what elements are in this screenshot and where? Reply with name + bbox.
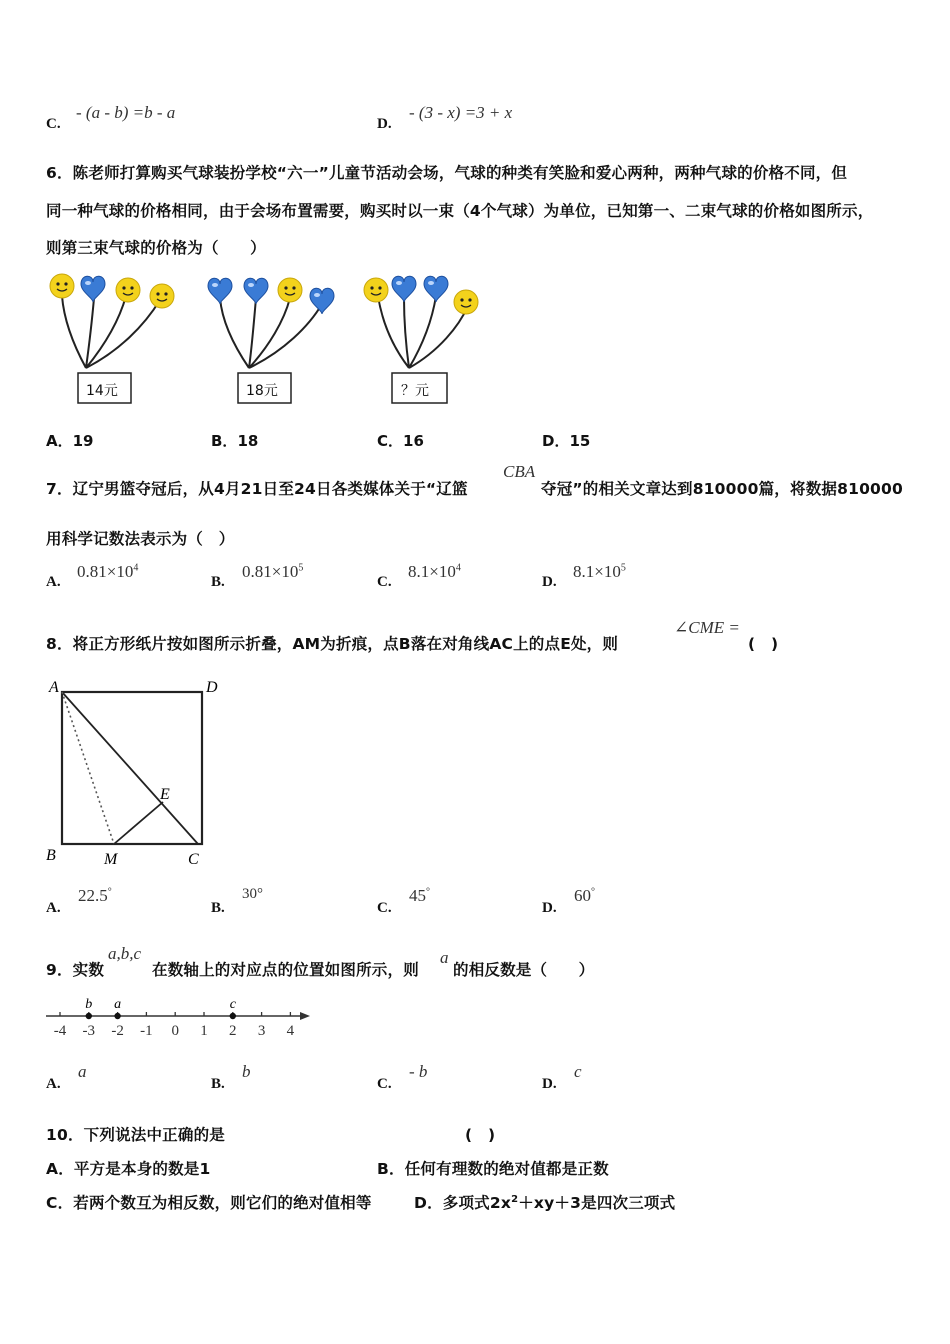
point-label-a: a <box>114 997 122 1012</box>
tick-label: 0 <box>171 1023 179 1039</box>
q7-option-a-label: A. <box>46 574 61 590</box>
q9-stem-post: 的相反数是（ ） <box>453 961 595 979</box>
q9-number-line <box>40 994 320 1042</box>
q8-option-a-value: 22.5° <box>78 886 112 905</box>
q6-stem-line2: 同一种气球的价格相同，由于会场布置需要，购买时以一束（4个气球）为单位，已知第一、二束气球的价格如图所示， <box>46 202 874 220</box>
q8-option-d-label: D. <box>542 900 557 916</box>
label-A: A <box>49 679 59 696</box>
q7-option-c-label: C. <box>377 574 392 590</box>
q10-stem: 10．下列说法中正确的是 <box>46 1126 225 1144</box>
q9-option-d-label: D. <box>542 1076 557 1092</box>
q7-stem-line2: 用科学记数法表示为（ ） <box>46 530 235 548</box>
q6-stem-line1: 6．陈老师打算购买气球装扮学校“六一”儿童节活动会场，气球的种类有笑脸和爱心两种，两种气球的价格不同，但 <box>46 164 848 182</box>
point-label-b: b <box>85 997 93 1012</box>
q8-option-c-label: C. <box>377 900 392 916</box>
point-c <box>230 1013 236 1019</box>
tick-label: -1 <box>140 1023 153 1039</box>
q9-vars: a,b,c <box>108 944 142 963</box>
q10-option-b: B．任何有理数的绝对值都是正数 <box>377 1160 609 1178</box>
q7-option-d-label: D. <box>542 574 557 590</box>
q7-option-b-value: $0.81\times 10^5$ <box>242 562 304 581</box>
tick-label: -2 <box>111 1023 124 1039</box>
q6-option-d: D．15 <box>542 432 591 450</box>
q9-stem-mid: 在数轴上的对应点的位置如图所示，则 <box>152 961 419 979</box>
q6-option-b: B．18 <box>211 432 259 450</box>
q8-option-c-value: 45° <box>409 886 430 905</box>
q9-option-a-label: A. <box>46 1076 61 1092</box>
label-D: D <box>206 679 218 696</box>
q8-option-b-label: B. <box>211 900 225 916</box>
point-label-c: c <box>229 997 236 1012</box>
q9-var-a: a <box>440 948 449 967</box>
q9-option-b-label: B. <box>211 1076 225 1092</box>
q9-stem-pre: 9．实数 <box>46 961 105 979</box>
q8-option-d-value: 60° <box>574 886 595 905</box>
q10-option-c: C．若两个数互为相反数，则它们的绝对值相等 <box>46 1194 372 1212</box>
q6-stem-line3: 则第三束气球的价格为（ ） <box>46 239 266 257</box>
q9-option-c-value: - b <box>409 1062 428 1081</box>
q9-option-c-label: C. <box>377 1076 392 1092</box>
q8-square-figure <box>40 672 230 872</box>
bundle-1-price: 14元 <box>86 383 118 399</box>
tick-label: 2 <box>229 1023 237 1039</box>
tick-label: 3 <box>257 1023 266 1039</box>
q7-cba-math: CBA <box>503 462 536 481</box>
q7-stem-line1a: 7．辽宁男篮夺冠后，从4月21日至24日各类媒体关于“辽篮 <box>46 480 468 498</box>
tick-label: 1 <box>200 1023 208 1039</box>
q5-option-d-label: D. <box>377 116 392 132</box>
bundle-2-price: 18元 <box>246 383 278 399</box>
q9-option-b-value: b <box>242 1062 251 1081</box>
q7-option-b-label: B. <box>211 574 225 590</box>
tick-label: -4 <box>53 1023 67 1039</box>
label-M: M <box>104 851 118 868</box>
q8-angle-math: ∠CME = <box>674 618 740 637</box>
q7-option-d-value: $8.1\times 10^5$ <box>573 562 626 581</box>
q5-option-d-expression: - (3 - x) =3 + x <box>409 103 513 122</box>
point-a <box>114 1013 120 1019</box>
bundle-3-price: ？元 <box>401 383 429 399</box>
q6-option-a: A．19 <box>46 432 94 450</box>
q5-option-c-label: C. <box>46 116 61 132</box>
tick-label: 4 <box>286 1023 295 1039</box>
q7-option-c-value: $8.1\times 10^4$ <box>408 562 461 581</box>
q8-stem: 8．将正方形纸片按如图所示折叠，AM为折痕，点B落在对角线AC上的点E处，则 <box>46 635 619 653</box>
q9-option-d-value: c <box>574 1062 582 1081</box>
q5-option-c-expression: - (a - b) =b - a <box>76 103 176 122</box>
q8-paren: ( ) <box>748 635 779 653</box>
label-E: E <box>160 786 170 803</box>
q10-option-a: A．平方是本身的数是1 <box>46 1160 211 1178</box>
q10-option-d: D．多项式$2x^2+xy+3$是四次三项式 <box>414 1193 676 1212</box>
label-C: C <box>188 851 199 868</box>
q9-option-a-value: a <box>78 1062 87 1081</box>
q10-paren: ( ) <box>465 1126 496 1144</box>
q7-option-a-value: $0.81\times 10^4$ <box>77 562 139 581</box>
q8-option-a-label: A. <box>46 900 61 916</box>
tick-label: -3 <box>82 1023 96 1039</box>
q8-option-b-value: 30° <box>242 886 263 902</box>
label-B: B <box>46 847 56 864</box>
q7-stem-line1b: 夺冠”的相关文章达到810000篇，将数据810000 <box>541 480 904 498</box>
q6-option-c: C．16 <box>377 432 424 450</box>
point-b <box>86 1013 92 1019</box>
